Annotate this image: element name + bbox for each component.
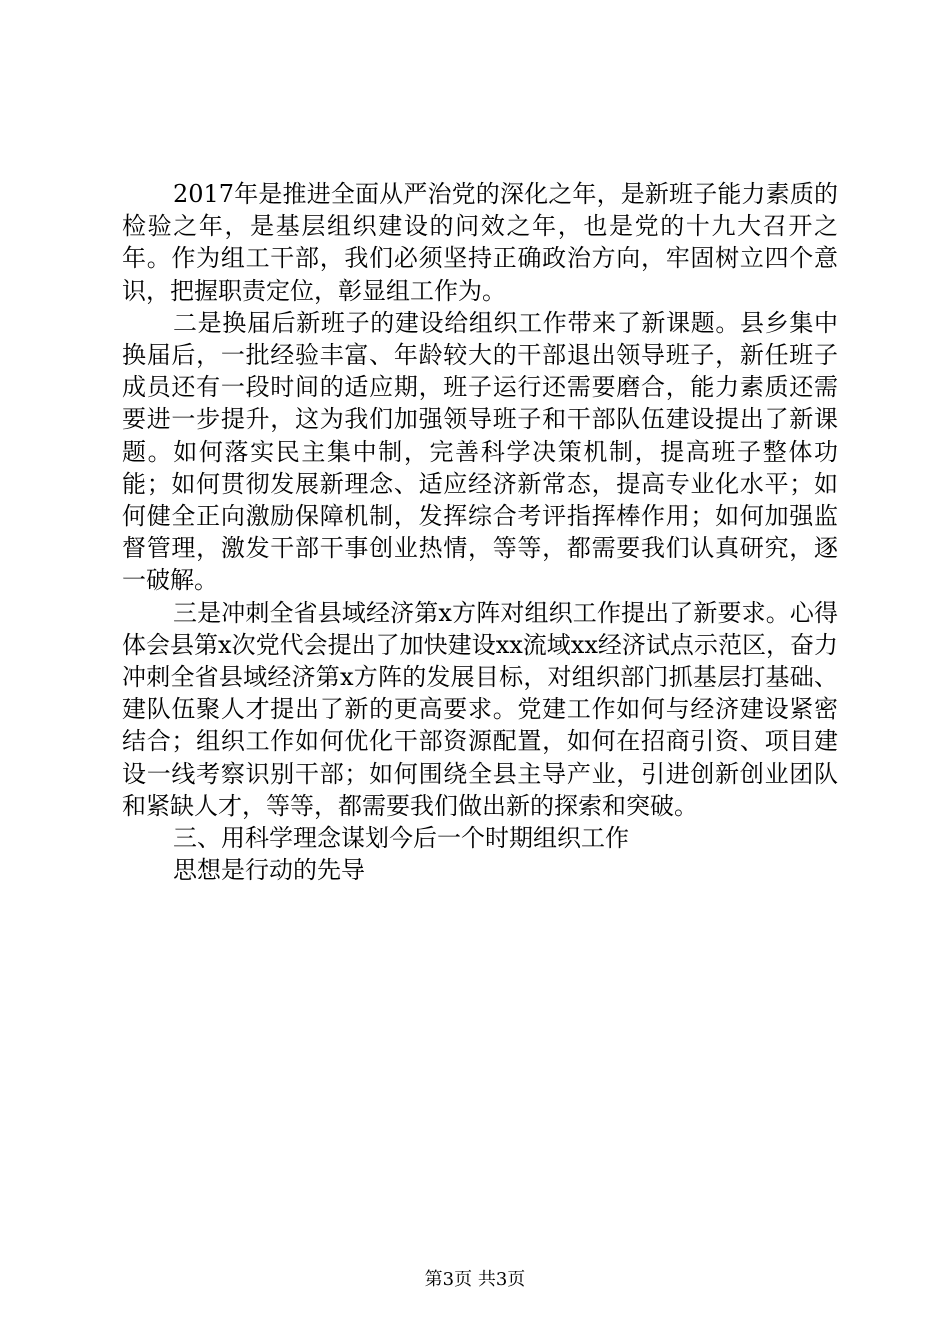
paragraph-thought-guides-action: 思想是行动的先导 [173,856,365,885]
paragraph-party-building-year: 2017年是推进全面从严治党的深化之年，是新班子能力素质的检验之年，是基层组织建设的问效之年，也是党的十九大召开之年。作为组工干部，我们必须坚持正确政治方向，牢固树立四个意识，把握职责定位，彰显组工作为。 [122,180,838,305]
paragraph-new-leadership-team: 二是换届后新班子的建设给组织工作带来了新课题。县乡集中换届后，一批经验丰富、年龄较大的干部退出领导班子，新任班子成员还有一段时间的适应期，班子运行还需要磨合，能力素质还需要进一步提升，这为我们加强领导班子和干部队伍建设提出了新课题。如何落实民主集中制，完善科学决策机制，提高班子整体功能；如何贯彻发展新理念、适应经济新常态，提高专业化水平；如何健全正向激励保障机制，发挥综合考评指挥棒作用；如何加强监督管理，激发干部干事创业热情，等等，都需要我们认真研究，逐一破解。 [122,308,838,595]
document-body [122,178,838,886]
paragraph-county-economy-requirements: 三是冲刺全省县域经济第x方阵对组织工作提出了新要求。心得体会县第x次党代会提出了加快建设xx流域xx经济试点示范区，奋力冲刺全省县域经济第x方阵的发展目标，对组织部门抓基层打基础、建队伍聚人才提出了新的更高要求。党建工作如何与经济建设紧密结合；组织工作如何优化干部资源配置，如何在招商引资、项目建设一线考察识别干部；如何围绕全县主导产业，引进创新创业团队和紧缺人才，等等，都需要我们做出新的探索和突破。 [122,598,838,820]
section-heading-scientific-planning: 三、用科学理念谋划今后一个时期组织工作 [173,824,629,853]
page-number-footer: 第3页 共3页 [424,1269,526,1290]
